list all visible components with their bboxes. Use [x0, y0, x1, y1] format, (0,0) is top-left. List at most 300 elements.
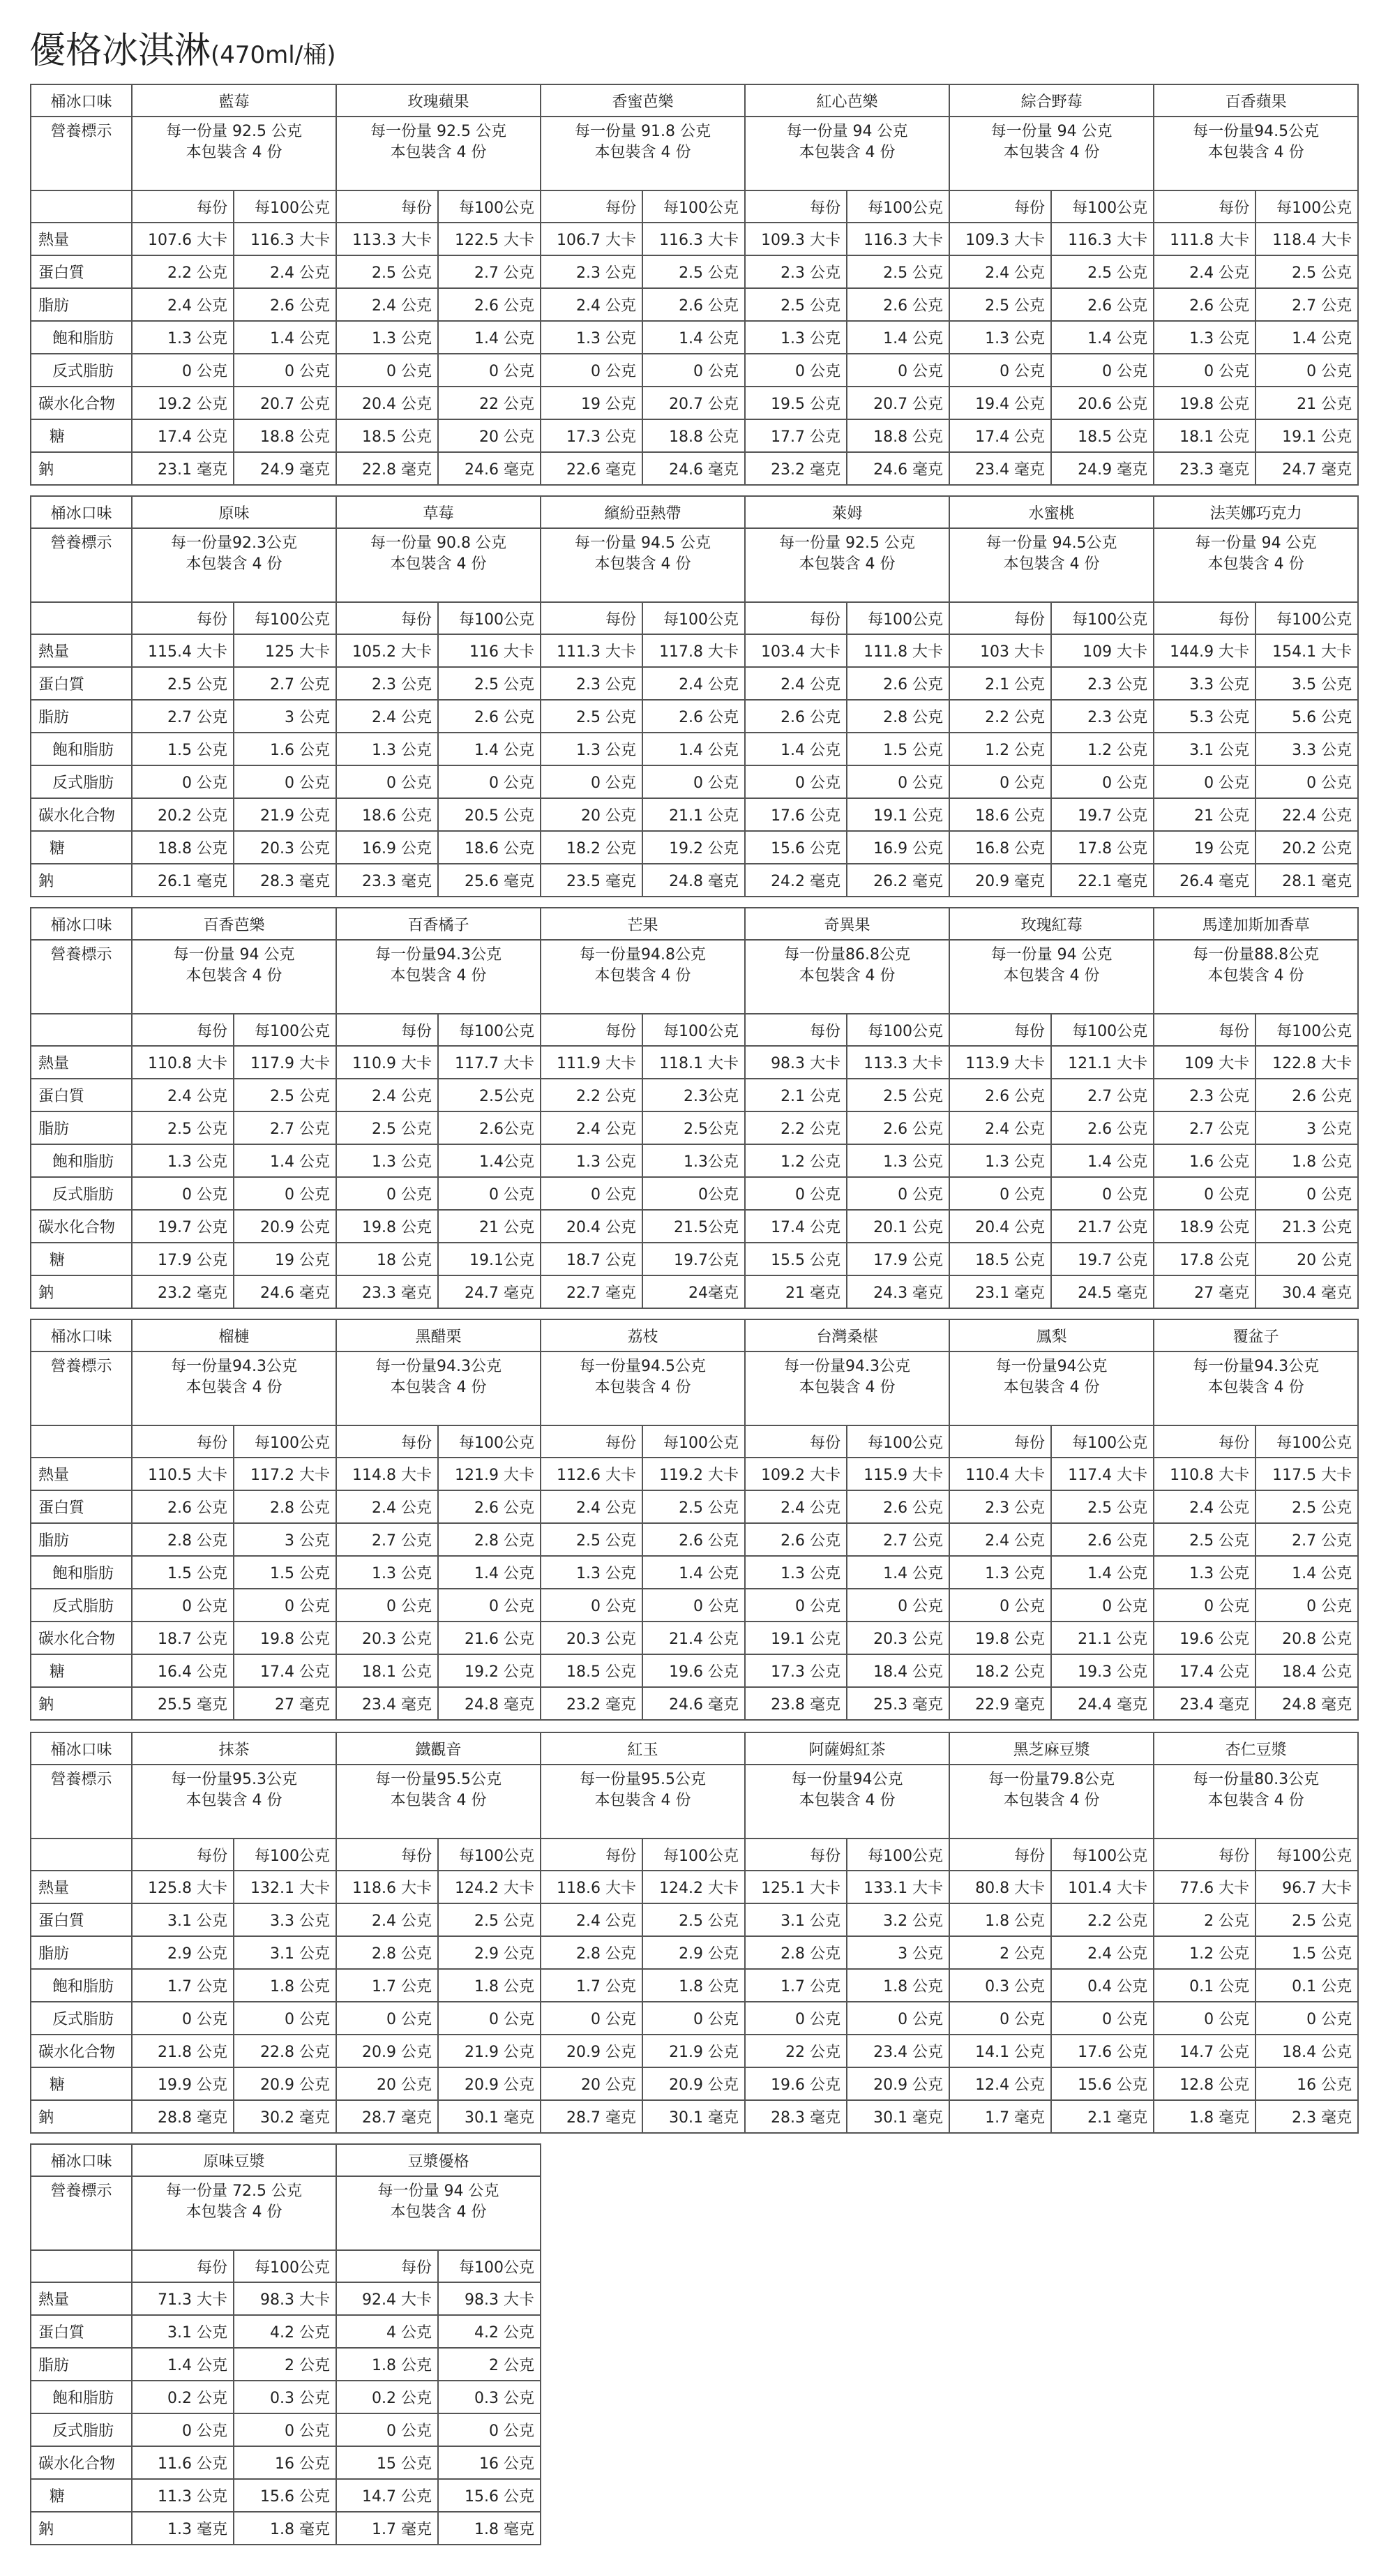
- value-per-100g: 2.6 公克: [1256, 1079, 1358, 1111]
- value-per-100g: 2.6 公克: [1051, 1111, 1154, 1144]
- value-per-100g: 19.2 公克: [438, 1654, 541, 1687]
- serving-info: [132, 2176, 336, 2250]
- nutrition-table: [30, 495, 1359, 897]
- nutrition-label: 營養標示: [31, 1351, 132, 1425]
- value-per-serving: 1.3 公克: [541, 321, 642, 354]
- value-per-100g: 22.8 公克: [234, 2035, 336, 2067]
- value-per-100g: 21.1 公克: [1051, 1622, 1154, 1654]
- value-per-serving: 23.1 毫克: [949, 1275, 1051, 1308]
- value-per-100g: 117.4 大卡: [1051, 1458, 1154, 1490]
- per-serving-header: 每份: [336, 1014, 438, 1046]
- value-per-100g: 4.2 公克: [234, 2315, 336, 2348]
- value-per-serving: 111.3 大卡: [541, 634, 642, 667]
- servings-per-pack: 本包裝含 4 份: [390, 555, 487, 573]
- value-per-100g: 0 公克: [1051, 1589, 1154, 1622]
- per-serving-header: 每份: [336, 2250, 438, 2282]
- nutrient-row: [31, 255, 1358, 288]
- value-per-100g: 2.5 公克: [847, 255, 949, 288]
- value-per-serving: 21 公克: [1154, 798, 1256, 831]
- value-per-100g: 24.7 毫克: [1256, 452, 1358, 485]
- value-per-100g: 1.4 公克: [847, 321, 949, 354]
- value-per-100g: 116.3 大卡: [234, 223, 336, 255]
- flavor-name: 藍莓: [132, 84, 336, 117]
- value-per-100g: 18.8 公克: [847, 419, 949, 452]
- servings-per-pack: 本包裝含 4 份: [1207, 1792, 1304, 1809]
- nutrient-label: 糖: [31, 2067, 132, 2100]
- value-per-100g: 2.6 公克: [847, 667, 949, 700]
- value-per-serving: 2.6 公克: [132, 1490, 234, 1523]
- value-per-100g: 0.4 公克: [1051, 1969, 1154, 2002]
- value-per-serving: 0 公克: [336, 2002, 438, 2035]
- per-serving-header: 每份: [1154, 1839, 1256, 1871]
- nutrient-label: 鈉: [31, 2100, 132, 2133]
- nutrient-row: [31, 1210, 1358, 1243]
- flavor-name: 水蜜桃: [949, 496, 1154, 528]
- value-per-100g: 117.8 大卡: [642, 634, 745, 667]
- value-per-100g: 2.6 公克: [1051, 288, 1154, 321]
- servings-per-pack: 本包裝含 4 份: [799, 144, 896, 161]
- value-per-serving: 2.2 公克: [541, 1079, 642, 1111]
- nutrient-label: 脂肪: [31, 1936, 132, 1969]
- flavor-name: 萊姆: [745, 496, 949, 528]
- nutrient-label: 脂肪: [31, 2348, 132, 2381]
- value-per-100g: 19.2 公克: [642, 831, 745, 864]
- value-per-100g: 117.7 大卡: [438, 1046, 541, 1079]
- value-per-100g: 20.6 公克: [1051, 387, 1154, 419]
- value-per-serving: 1.7 公克: [336, 1969, 438, 2002]
- flavor-header-row: [31, 1319, 1358, 1351]
- value-per-100g: 0 公克: [1256, 354, 1358, 387]
- value-per-100g: 19.7 公克: [1051, 1243, 1154, 1275]
- value-per-serving: 18.8 公克: [132, 831, 234, 864]
- title-volume: (470ml/桶): [211, 41, 336, 69]
- value-per-100g: 0 公克: [234, 354, 336, 387]
- value-per-serving: 2.4 公克: [336, 288, 438, 321]
- value-per-100g: 2.7 公克: [1256, 288, 1358, 321]
- flavor-name: 玫瑰蘋果: [336, 84, 541, 117]
- flavor-name: 黑芝麻豆漿: [949, 1732, 1154, 1765]
- value-per-serving: 2.4 公克: [132, 1079, 234, 1111]
- value-per-100g: 2.5 公克: [642, 1903, 745, 1936]
- value-per-100g: 21.1 公克: [642, 798, 745, 831]
- nutrient-label: 蛋白質: [31, 2315, 132, 2348]
- per-100g-header: 每100公克: [234, 1839, 336, 1871]
- value-per-serving: 1.3 公克: [132, 321, 234, 354]
- serving-info: [336, 2176, 541, 2250]
- value-per-serving: 23.4 毫克: [949, 452, 1051, 485]
- column-subheader-row: [31, 602, 1358, 634]
- value-per-serving: 2.4 公克: [745, 1490, 847, 1523]
- value-per-serving: 109.3 大卡: [745, 223, 847, 255]
- value-per-serving: 110.9 大卡: [336, 1046, 438, 1079]
- value-per-100g: 2.5 公克: [642, 255, 745, 288]
- value-per-serving: 2.7 公克: [132, 700, 234, 733]
- nutrient-row: [31, 634, 1358, 667]
- value-per-serving: 1.3 公克: [1154, 321, 1256, 354]
- nutrient-row: [31, 223, 1358, 255]
- value-per-serving: 2.4 公克: [949, 1111, 1051, 1144]
- value-per-serving: 113.3 大卡: [336, 223, 438, 255]
- nutrient-label: 碳水化合物: [31, 798, 132, 831]
- value-per-100g: 30.2 毫克: [234, 2100, 336, 2133]
- value-per-100g: 133.1 大卡: [847, 1871, 949, 1903]
- value-per-serving: 23.2 毫克: [745, 452, 847, 485]
- flavor-header-row: [31, 84, 1358, 117]
- value-per-100g: 0 公克: [847, 1177, 949, 1210]
- value-per-100g: 3 公克: [234, 700, 336, 733]
- value-per-100g: 2.6 公克: [234, 288, 336, 321]
- value-per-serving: 0.2 公克: [336, 2381, 438, 2413]
- per-100g-header: 每100公克: [1256, 602, 1358, 634]
- serving-info-row: [31, 940, 1358, 1014]
- value-per-serving: 23.3 毫克: [336, 864, 438, 897]
- value-per-serving: 111.8 大卡: [1154, 223, 1256, 255]
- value-per-serving: 18.5 公克: [541, 1654, 642, 1687]
- value-per-serving: 0 公克: [336, 1177, 438, 1210]
- servings-per-pack: 本包裝含 4 份: [1003, 555, 1100, 573]
- nutrient-row: [31, 1144, 1358, 1177]
- value-per-serving: 2.5 公克: [541, 700, 642, 733]
- value-per-serving: 19.8 公克: [949, 1622, 1051, 1654]
- value-per-100g: 24.8 毫克: [1256, 1687, 1358, 1720]
- nutrient-label: 飽和脂肪: [31, 1556, 132, 1589]
- nutrient-label: 反式脂肪: [31, 2002, 132, 2035]
- value-per-100g: 2.8 公克: [438, 1523, 541, 1556]
- value-per-serving: 2.5 公克: [949, 288, 1051, 321]
- serving-size: 每一份量92.3公克: [171, 534, 297, 552]
- value-per-100g: 0 公克: [438, 2002, 541, 2035]
- value-per-100g: 1.8 毫克: [234, 2512, 336, 2545]
- value-per-serving: 115.4 大卡: [132, 634, 234, 667]
- value-per-100g: 0 公克: [234, 765, 336, 798]
- value-per-100g: 4.2 公克: [438, 2315, 541, 2348]
- serving-size: 每一份量94.5公克: [1193, 123, 1320, 140]
- per-serving-header: 每份: [132, 1839, 234, 1871]
- value-per-serving: 0 公克: [745, 765, 847, 798]
- nutrition-table: [30, 907, 1359, 1309]
- servings-per-pack: 本包裝含 4 份: [799, 1379, 896, 1396]
- value-per-serving: 1.3 公克: [336, 321, 438, 354]
- per-100g-header: 每100公克: [438, 1014, 541, 1046]
- value-per-100g: 3 公克: [847, 1936, 949, 1969]
- servings-per-pack: 本包裝含 4 份: [1207, 1379, 1304, 1396]
- value-per-100g: 1.6 公克: [234, 733, 336, 765]
- nutrient-row: [31, 1458, 1358, 1490]
- value-per-100g: 0 公克: [438, 2413, 541, 2446]
- value-per-100g: 2.5 公克: [642, 1490, 745, 1523]
- nutrient-row: [31, 798, 1358, 831]
- per-100g-header: 每100公克: [642, 1014, 745, 1046]
- value-per-100g: 0 公克: [438, 1589, 541, 1622]
- value-per-serving: 0 公克: [132, 2002, 234, 2035]
- value-per-serving: 0.3 公克: [949, 1969, 1051, 2002]
- servings-per-pack: 本包裝含 4 份: [390, 967, 487, 984]
- per-serving-header: 每份: [541, 602, 642, 634]
- per-serving-header: 每份: [132, 190, 234, 223]
- value-per-serving: 2.9 公克: [132, 1936, 234, 1969]
- value-per-serving: 2.4 公克: [336, 1903, 438, 1936]
- value-per-100g: 0 公克: [234, 2002, 336, 2035]
- nutrition-label: 營養標示: [31, 528, 132, 602]
- value-per-100g: 2.6 公克: [438, 700, 541, 733]
- per-100g-header: 每100公克: [642, 1425, 745, 1458]
- servings-per-pack: 本包裝含 4 份: [186, 1792, 282, 1809]
- nutrient-row: [31, 1490, 1358, 1523]
- flavor-name: 原味豆漿: [132, 2144, 336, 2176]
- value-per-serving: 2.3 公克: [541, 667, 642, 700]
- value-per-100g: 1.8 公克: [847, 1969, 949, 2002]
- servings-per-pack: 本包裝含 4 份: [594, 144, 691, 161]
- serving-size: 每一份量 92.5 公克: [779, 534, 916, 552]
- per-serving-header: 每份: [949, 190, 1051, 223]
- value-per-100g: 0公克: [642, 1177, 745, 1210]
- value-per-serving: 12.8 公克: [1154, 2067, 1256, 2100]
- nutrient-label: 脂肪: [31, 700, 132, 733]
- value-per-100g: 1.4 公克: [438, 733, 541, 765]
- value-per-100g: 30.1 毫克: [438, 2100, 541, 2133]
- nutrient-label: 碳水化合物: [31, 2446, 132, 2479]
- value-per-serving: 105.2 大卡: [336, 634, 438, 667]
- nutrient-label: 脂肪: [31, 1111, 132, 1144]
- value-per-100g: 2.6 公克: [642, 700, 745, 733]
- value-per-100g: 24.8 毫克: [438, 1687, 541, 1720]
- value-per-100g: 0 公克: [438, 765, 541, 798]
- value-per-serving: 2.4 公克: [336, 1079, 438, 1111]
- serving-size: 每一份量94.3公克: [375, 1358, 502, 1375]
- value-per-serving: 2.8 公克: [336, 1936, 438, 1969]
- value-per-serving: 2.4 公克: [541, 288, 642, 321]
- servings-per-pack: 本包裝含 4 份: [186, 1379, 282, 1396]
- value-per-100g: 2.3 公克: [1051, 667, 1154, 700]
- value-per-serving: 22 公克: [745, 2035, 847, 2067]
- value-per-serving: 20.9 公克: [541, 2035, 642, 2067]
- value-per-100g: 3 公克: [1256, 1111, 1358, 1144]
- value-per-serving: 14.7 公克: [336, 2479, 438, 2512]
- serving-info: [132, 117, 336, 190]
- value-per-serving: 1.3 公克: [745, 321, 847, 354]
- servings-per-pack: 本包裝含 4 份: [1003, 1792, 1100, 1809]
- nutrient-label: 脂肪: [31, 288, 132, 321]
- value-per-serving: 0 公克: [745, 2002, 847, 2035]
- flavor-label: 桶冰口味: [31, 1319, 132, 1351]
- value-per-100g: 21.9 公克: [234, 798, 336, 831]
- value-per-serving: 2.8 公克: [132, 1523, 234, 1556]
- serving-size: 每一份量94.3公克: [171, 1358, 297, 1375]
- value-per-100g: 2.1 毫克: [1051, 2100, 1154, 2133]
- serving-size: 每一份量94.3公克: [784, 1358, 911, 1375]
- value-per-100g: 24.9 毫克: [1051, 452, 1154, 485]
- value-per-serving: 20.9 公克: [336, 2035, 438, 2067]
- per-100g-header: 每100公克: [1051, 1014, 1154, 1046]
- serving-info: [132, 940, 336, 1014]
- per-100g-header: 每100公克: [234, 190, 336, 223]
- value-per-serving: 27 毫克: [1154, 1275, 1256, 1308]
- value-per-100g: 121.9 大卡: [438, 1458, 541, 1490]
- value-per-100g: 21.5公克: [642, 1210, 745, 1243]
- nutrient-row: [31, 2067, 1358, 2100]
- value-per-serving: 118.6 大卡: [541, 1871, 642, 1903]
- value-per-serving: 0 公克: [541, 765, 642, 798]
- value-per-100g: 2.6 公克: [847, 1111, 949, 1144]
- value-per-serving: 1.3 公克: [132, 1144, 234, 1177]
- value-per-100g: 0 公克: [438, 1177, 541, 1210]
- serving-info: [745, 1765, 949, 1839]
- value-per-serving: 18.5 公克: [949, 1243, 1051, 1275]
- value-per-serving: 114.8 大卡: [336, 1458, 438, 1490]
- value-per-100g: 19.1 公克: [847, 798, 949, 831]
- value-per-serving: 18.7 公克: [132, 1622, 234, 1654]
- value-per-100g: 28.3 毫克: [234, 864, 336, 897]
- serving-info-row: [31, 528, 1358, 602]
- per-100g-header: 每100公克: [438, 2250, 541, 2282]
- serving-size: 每一份量 92.5 公克: [166, 123, 302, 140]
- serving-info: [541, 117, 745, 190]
- value-per-100g: 1.4 公克: [438, 321, 541, 354]
- value-per-100g: 3.3 公克: [234, 1903, 336, 1936]
- value-per-serving: 0 公克: [1154, 2002, 1256, 2035]
- value-per-100g: 18.4 公克: [1256, 1654, 1358, 1687]
- nutrient-label: 鈉: [31, 2512, 132, 2545]
- value-per-100g: 1.8 公克: [438, 1969, 541, 2002]
- value-per-100g: 117.2 大卡: [234, 1458, 336, 1490]
- servings-per-pack: 本包裝含 4 份: [1003, 144, 1100, 161]
- per-100g-header: 每100公克: [847, 1014, 949, 1046]
- value-per-100g: 116 大卡: [438, 634, 541, 667]
- value-per-100g: 2.5 公克: [1051, 1490, 1154, 1523]
- value-per-100g: 0 公克: [847, 354, 949, 387]
- value-per-100g: 2.5 公克: [847, 1079, 949, 1111]
- per-serving-header: 每份: [1154, 190, 1256, 223]
- value-per-100g: 24.6 毫克: [642, 1687, 745, 1720]
- value-per-100g: 2.4 公克: [1051, 1936, 1154, 1969]
- per-serving-header: 每份: [745, 602, 847, 634]
- value-per-serving: 0.1 公克: [1154, 1969, 1256, 2002]
- nutrient-label: 脂肪: [31, 1523, 132, 1556]
- value-per-serving: 2.6 公克: [745, 1523, 847, 1556]
- value-per-serving: 21 毫克: [745, 1275, 847, 1308]
- nutrition-label: 營養標示: [31, 117, 132, 190]
- nutrient-label: 飽和脂肪: [31, 321, 132, 354]
- value-per-serving: 98.3 大卡: [745, 1046, 847, 1079]
- value-per-serving: 0 公克: [336, 354, 438, 387]
- per-100g-header: 每100公克: [847, 602, 949, 634]
- value-per-serving: 2.1 公克: [949, 667, 1051, 700]
- value-per-100g: 24.6 毫克: [438, 452, 541, 485]
- blank-cell: [31, 2250, 132, 2282]
- servings-per-pack: 本包裝含 4 份: [594, 1379, 691, 1396]
- serving-size: 每一份量94.5公克: [580, 1358, 707, 1375]
- flavor-name: 原味: [132, 496, 336, 528]
- per-100g-header: 每100公克: [438, 190, 541, 223]
- per-serving-header: 每份: [1154, 602, 1256, 634]
- per-serving-header: 每份: [132, 1014, 234, 1046]
- serving-info: [745, 940, 949, 1014]
- per-100g-header: 每100公克: [438, 602, 541, 634]
- value-per-100g: 19.7公克: [642, 1243, 745, 1275]
- value-per-serving: 103.4 大卡: [745, 634, 847, 667]
- value-per-serving: 19.2 公克: [132, 387, 234, 419]
- value-per-serving: 106.7 大卡: [541, 223, 642, 255]
- value-per-100g: 1.8 毫克: [438, 2512, 541, 2545]
- nutrient-row: [31, 2479, 541, 2512]
- value-per-100g: 1.4 公克: [1051, 1556, 1154, 1589]
- value-per-serving: 3.1 公克: [745, 1903, 847, 1936]
- value-per-100g: 21.9 公克: [642, 2035, 745, 2067]
- value-per-serving: 16.9 公克: [336, 831, 438, 864]
- nutrient-label: 糖: [31, 419, 132, 452]
- nutrition-table: [30, 1732, 1359, 2134]
- value-per-serving: 0 公克: [1154, 1589, 1256, 1622]
- per-100g-header: 每100公克: [234, 1014, 336, 1046]
- nutrient-label: 蛋白質: [31, 1079, 132, 1111]
- per-100g-header: 每100公克: [438, 1425, 541, 1458]
- value-per-100g: 20.7 公克: [642, 387, 745, 419]
- blank-cell: [31, 190, 132, 223]
- serving-size: 每一份量 94 公克: [1195, 534, 1317, 552]
- value-per-100g: 20.2 公克: [1256, 831, 1358, 864]
- value-per-serving: 23.1 毫克: [132, 452, 234, 485]
- serving-info: [949, 940, 1154, 1014]
- nutrient-row: [31, 2315, 541, 2348]
- value-per-100g: 1.4 公克: [1051, 321, 1154, 354]
- servings-per-pack: 本包裝含 4 份: [799, 555, 896, 573]
- value-per-100g: 24.3 毫克: [847, 1275, 949, 1308]
- serving-info: [1154, 1351, 1358, 1425]
- per-serving-header: 每份: [132, 2250, 234, 2282]
- serving-size: 每一份量 72.5 公克: [166, 2182, 302, 2200]
- value-per-serving: 19.4 公克: [949, 387, 1051, 419]
- per-serving-header: 每份: [336, 1839, 438, 1871]
- nutrient-row: [31, 2512, 541, 2545]
- value-per-serving: 2.2 公克: [745, 1111, 847, 1144]
- nutrient-label: 碳水化合物: [31, 2035, 132, 2067]
- value-per-serving: 18 公克: [336, 1243, 438, 1275]
- per-serving-header: 每份: [949, 1425, 1051, 1458]
- value-per-serving: 111.9 大卡: [541, 1046, 642, 1079]
- value-per-100g: 115.9 大卡: [847, 1458, 949, 1490]
- value-per-serving: 2.4 公克: [745, 667, 847, 700]
- value-per-serving: 2.2 公克: [949, 700, 1051, 733]
- value-per-100g: 1.8 公克: [234, 1969, 336, 2002]
- nutrient-row: [31, 1936, 1358, 1969]
- value-per-100g: 15.6 公克: [438, 2479, 541, 2512]
- value-per-100g: 20.7 公克: [234, 387, 336, 419]
- value-per-serving: 19 公克: [1154, 831, 1256, 864]
- value-per-serving: 18.2 公克: [949, 1654, 1051, 1687]
- value-per-serving: 24.2 毫克: [745, 864, 847, 897]
- per-serving-header: 每份: [541, 1425, 642, 1458]
- value-per-serving: 19.8 公克: [1154, 387, 1256, 419]
- value-per-serving: 2.4 公克: [541, 1111, 642, 1144]
- serving-size: 每一份量80.3公克: [1193, 1771, 1320, 1788]
- nutrient-label: 糖: [31, 2479, 132, 2512]
- flavor-name: 鳳梨: [949, 1319, 1154, 1351]
- value-per-100g: 19.8 公克: [234, 1622, 336, 1654]
- value-per-100g: 0 公克: [1256, 1177, 1358, 1210]
- serving-size: 每一份量 94 公克: [990, 123, 1113, 140]
- value-per-100g: 154.1 大卡: [1256, 634, 1358, 667]
- value-per-100g: 0 公克: [1051, 765, 1154, 798]
- servings-per-pack: 本包裝含 4 份: [1003, 1379, 1100, 1396]
- value-per-100g: 0 公克: [642, 2002, 745, 2035]
- value-per-100g: 24毫克: [642, 1275, 745, 1308]
- value-per-serving: 28.8 毫克: [132, 2100, 234, 2133]
- flavor-name: 杏仁豆漿: [1154, 1732, 1358, 1765]
- value-per-100g: 117.9 大卡: [234, 1046, 336, 1079]
- value-per-100g: 27 毫克: [234, 1687, 336, 1720]
- value-per-100g: 20.3 公克: [847, 1622, 949, 1654]
- value-per-serving: 0 公克: [745, 1589, 847, 1622]
